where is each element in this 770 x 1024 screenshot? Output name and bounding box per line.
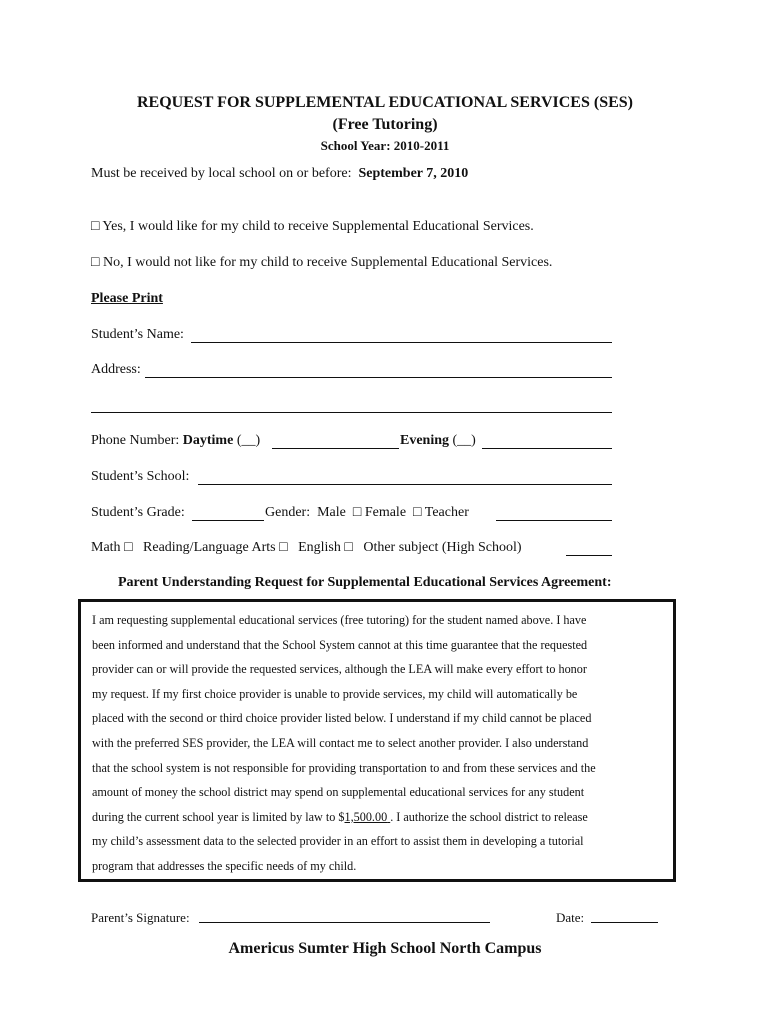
form-title: REQUEST FOR SUPPLEMENTAL EDUCATIONAL SERVICES (SES) [137,94,633,111]
evening-group [400,433,476,449]
address-field[interactable] [145,377,612,378]
agreement-line: that the school system is not responsible for providing transportation to and from these services and the [92,760,596,775]
male-checkbox[interactable]: □ [352,505,362,520]
agreement-line: with the preferred SES provider, the LEA will contact me to select another provider. I also understand [92,735,589,750]
english-option[interactable]: English [298,540,341,555]
student-name-label: Student’s Name: [91,327,184,342]
form-subtitle: (Free Tutoring) [332,116,438,133]
daytime-phone-field[interactable] [272,448,399,449]
male-option[interactable]: Male [317,505,346,520]
phone-label: Phone Number: [91,433,180,448]
student-name-field[interactable] [191,342,612,343]
evening-paren: (__) [452,433,476,448]
math-option[interactable]: Math [91,540,121,555]
phone-row [91,433,260,449]
math-checkbox[interactable]: □ [124,540,133,555]
evening-phone-field[interactable] [482,448,612,449]
subjects-row [91,540,522,556]
parent-signature-label: Parent’s Signature: [91,910,190,925]
daytime-paren: (__) [236,433,261,448]
school-label: Student’s School: [91,469,190,484]
agreement-line: been informed and understand that the School System cannot at this time guarantee that the requested [92,637,588,652]
female-option[interactable]: Female [364,505,407,520]
agreement-text [92,608,672,879]
gender-row [265,505,469,521]
agreement-line: amount of money the school district may spend on supplemental educational services for any student [92,785,585,800]
agreement-heading: Parent Understanding Request for Supplemental Educational Services Agreement: [118,575,612,590]
teacher-field[interactable] [496,520,612,521]
daytime-label: Daytime [182,433,234,448]
agreement-line: provider can or will provide the requested services, although the LEA will make every effort to honor [92,662,587,677]
address-label: Address: [91,362,141,377]
option-no[interactable]: □ No, I would not like for my child to receive Supplemental Educational Services. [91,255,553,270]
school-name-footer: Americus Sumter High School North Campus [228,940,542,957]
agreement-line: placed with the second or third choice provider listed below. I understand if my child cannot be placed [92,711,592,726]
female-checkbox[interactable]: □ [413,505,422,520]
school-year: School Year: 2010-2011 [320,138,450,153]
agreement-line-amount [92,805,672,830]
option-yes[interactable]: □ Yes, I would like for my child to receive Supplemental Educational Services. [91,219,534,234]
evening-label: Evening [400,433,450,448]
reading-option[interactable]: Reading/Language Arts [143,540,276,555]
teacher-label: Teacher [424,505,469,520]
reading-checkbox[interactable]: □ [279,540,288,555]
school-field[interactable] [198,484,612,485]
gender-label: Gender: [265,505,311,520]
other-subject-option[interactable]: Other subject (High School) [363,540,522,555]
amount-suffix: . I authorize the school district to release [390,809,588,824]
date-field[interactable] [591,922,658,923]
deadline-label: Must be received by local school on or before: [91,166,352,181]
amount-prefix: during the current school year is limited by law to $ [92,809,345,824]
agreement-line: my child’s assessment data to the selected provider in an effort to assist them in developing a tutorial [92,834,584,849]
address-field-line2[interactable] [91,412,612,413]
deadline-line [91,166,468,182]
grade-field[interactable] [192,520,264,521]
please-print-heading: Please Print [91,291,163,306]
deadline-date: September 7, 2010 [358,166,469,181]
amount-value: 1,500.00 [344,809,388,824]
english-checkbox[interactable]: □ [344,540,353,555]
date-label: Date: [556,910,585,925]
grade-label: Student’s Grade: [91,505,185,520]
agreement-line: program that addresses the specific needs of my child. [92,858,357,873]
agreement-line: my request. If my first choice provider is unable to provide services, my child will automatically be [92,686,578,701]
parent-signature-field[interactable] [199,922,490,923]
agreement-line: I am requesting supplemental educational services (free tutoring) for the student named above. I have [92,613,587,627]
other-subject-field[interactable] [566,555,612,556]
agreement-box [78,599,676,882]
